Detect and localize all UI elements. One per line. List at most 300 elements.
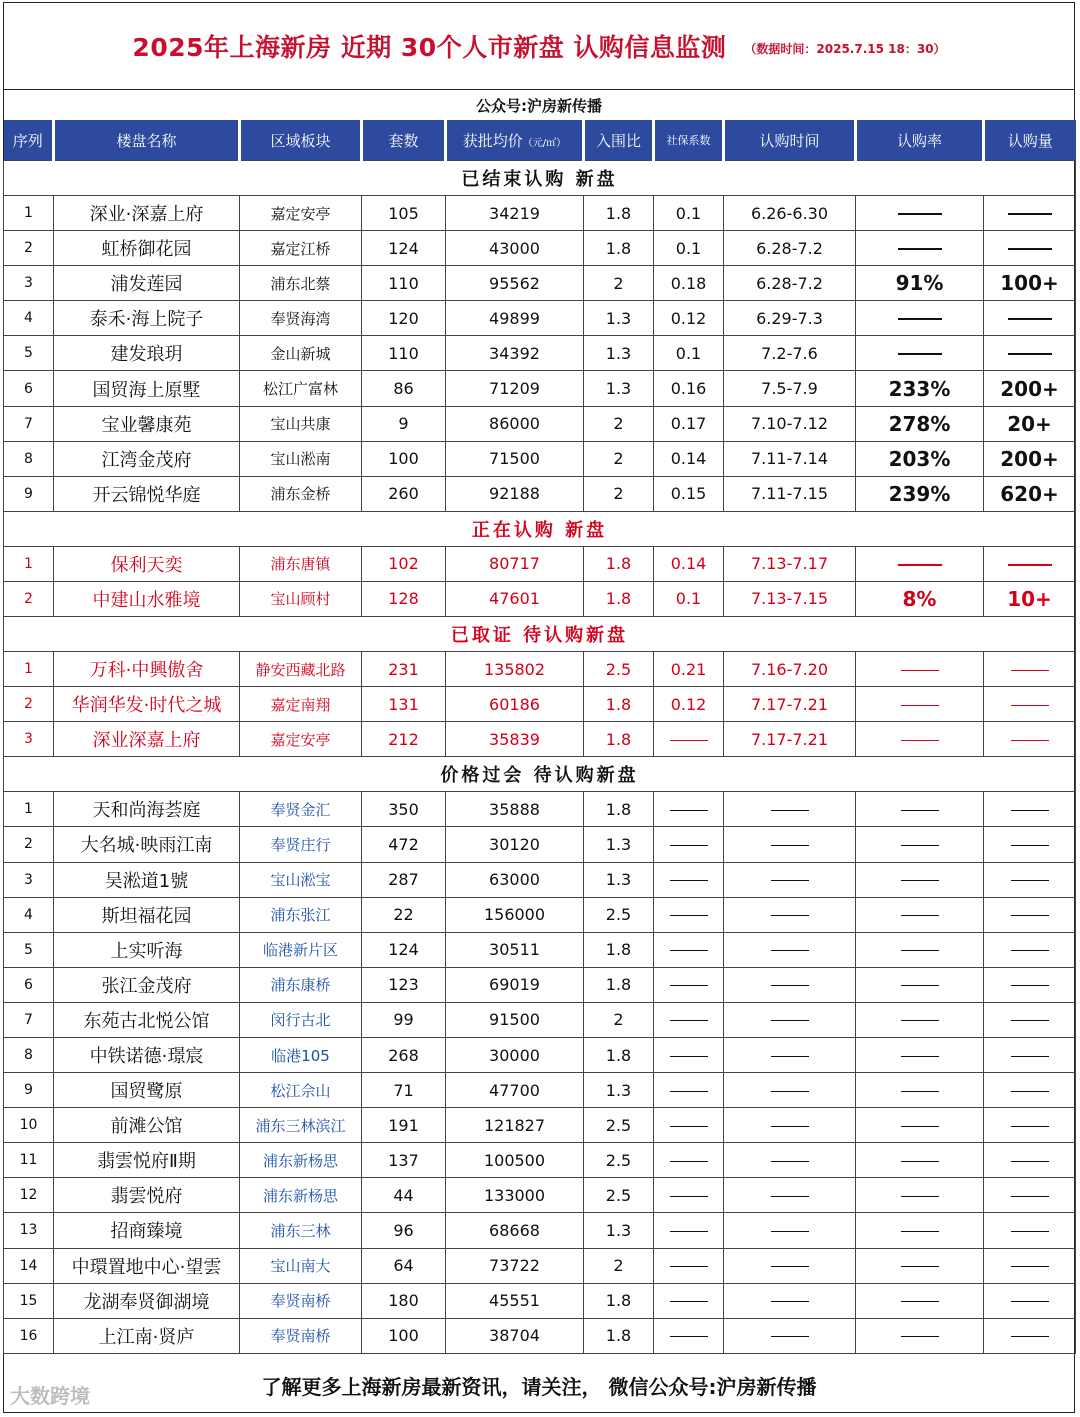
sub-rate bbox=[856, 827, 984, 862]
sub-rate: 239% bbox=[856, 476, 984, 511]
dash-placeholder bbox=[901, 1266, 939, 1267]
entry-ratio: 1.3 bbox=[584, 1073, 654, 1108]
area-block: 浦东新杨思 bbox=[240, 1178, 362, 1213]
unit-count: 180 bbox=[362, 1283, 446, 1318]
table-body bbox=[4, 161, 1076, 1354]
entry-ratio: 2 bbox=[584, 1248, 654, 1283]
sub-count bbox=[984, 862, 1076, 897]
area-block: 宝山顾村 bbox=[240, 581, 362, 616]
table-row bbox=[4, 266, 1076, 301]
entry-ratio: 1.8 bbox=[584, 792, 654, 827]
unit-count: 124 bbox=[362, 231, 446, 266]
entry-ratio: 1.8 bbox=[584, 1037, 654, 1072]
sub-count bbox=[984, 336, 1076, 371]
dash-placeholder bbox=[901, 810, 939, 811]
table-row bbox=[4, 827, 1076, 862]
row-index: 14 bbox=[4, 1248, 54, 1283]
avg-price: 60186 bbox=[446, 687, 584, 722]
sub-time bbox=[724, 1213, 856, 1248]
social-coef bbox=[654, 967, 724, 1002]
page-title: 2025年上海新房 近期 30个人市新盘 认购信息监测 bbox=[132, 32, 727, 62]
sub-time: 6.29-7.3 bbox=[724, 301, 856, 336]
dash-placeholder bbox=[898, 248, 942, 250]
row-index: 7 bbox=[4, 406, 54, 441]
avg-price: 133000 bbox=[446, 1178, 584, 1213]
dash-placeholder bbox=[771, 985, 809, 986]
dash-placeholder bbox=[670, 740, 708, 741]
project-name: 翡雲悦府Ⅱ期 bbox=[54, 1143, 240, 1178]
dash-placeholder bbox=[1011, 1231, 1049, 1232]
dash-placeholder bbox=[1008, 248, 1052, 250]
data-time-note: （数据时间：2025.7.15 18：30） bbox=[744, 42, 946, 56]
project-name: 中铁诺德·璟宸 bbox=[54, 1037, 240, 1072]
project-name: 国贸海上原墅 bbox=[54, 371, 240, 406]
table-row bbox=[4, 406, 1076, 441]
avg-price: 35839 bbox=[446, 722, 584, 757]
sub-count bbox=[984, 792, 1076, 827]
dash-placeholder bbox=[1008, 213, 1052, 215]
dash-placeholder bbox=[771, 1091, 809, 1092]
row-index: 2 bbox=[4, 687, 54, 722]
sub-rate bbox=[856, 301, 984, 336]
dash-placeholder bbox=[670, 985, 708, 986]
social-coef: 0.14 bbox=[654, 546, 724, 581]
row-index: 13 bbox=[4, 1213, 54, 1248]
row-index: 3 bbox=[4, 862, 54, 897]
sub-count: 100+ bbox=[984, 266, 1076, 301]
table-row bbox=[4, 231, 1076, 266]
avg-price: 35888 bbox=[446, 792, 584, 827]
sub-count bbox=[984, 1248, 1076, 1283]
dash-placeholder bbox=[901, 1161, 939, 1162]
dash-placeholder bbox=[901, 915, 939, 916]
unit-count: 231 bbox=[362, 652, 446, 687]
social-coef: 0.18 bbox=[654, 266, 724, 301]
unit-count: 64 bbox=[362, 1248, 446, 1283]
sub-count bbox=[984, 827, 1076, 862]
dash-placeholder bbox=[771, 1020, 809, 1021]
dash-placeholder bbox=[1011, 1266, 1049, 1267]
table-row bbox=[4, 1037, 1076, 1072]
sub-time bbox=[724, 1037, 856, 1072]
entry-ratio: 2.5 bbox=[584, 652, 654, 687]
row-index: 2 bbox=[4, 827, 54, 862]
avg-price: 121827 bbox=[446, 1108, 584, 1143]
social-coef bbox=[654, 1108, 724, 1143]
area-block: 奉贤南桥 bbox=[240, 1283, 362, 1318]
project-name: 国贸鹭原 bbox=[54, 1073, 240, 1108]
avg-price: 30000 bbox=[446, 1037, 584, 1072]
unit-count: 268 bbox=[362, 1037, 446, 1072]
table-row bbox=[4, 1073, 1076, 1108]
sub-rate: 233% bbox=[856, 371, 984, 406]
social-coef bbox=[654, 1178, 724, 1213]
sub-time: 7.13-7.17 bbox=[724, 546, 856, 581]
area-block: 浦东北蔡 bbox=[240, 266, 362, 301]
dash-placeholder bbox=[670, 1126, 708, 1127]
table-row bbox=[4, 687, 1076, 722]
project-name: 招商臻境 bbox=[54, 1213, 240, 1248]
sub-rate bbox=[856, 862, 984, 897]
sub-time: 7.17-7.21 bbox=[724, 687, 856, 722]
row-index: 4 bbox=[4, 301, 54, 336]
sub-count: 200+ bbox=[984, 371, 1076, 406]
sub-rate bbox=[856, 967, 984, 1002]
dash-placeholder bbox=[1008, 318, 1052, 320]
table-row bbox=[4, 546, 1076, 581]
dash-placeholder bbox=[670, 1091, 708, 1092]
avg-price: 95562 bbox=[446, 266, 584, 301]
sub-time bbox=[724, 1178, 856, 1213]
dash-placeholder bbox=[771, 1301, 809, 1302]
sub-rate bbox=[856, 1248, 984, 1283]
sub-count bbox=[984, 1108, 1076, 1143]
sub-rate: 91% bbox=[856, 266, 984, 301]
sub-time bbox=[724, 897, 856, 932]
entry-ratio: 2.5 bbox=[584, 897, 654, 932]
avg-price: 43000 bbox=[446, 231, 584, 266]
sub-count bbox=[984, 1037, 1076, 1072]
area-block: 松江广富林 bbox=[240, 371, 362, 406]
area-block: 浦东金桥 bbox=[240, 476, 362, 511]
avg-price: 91500 bbox=[446, 1002, 584, 1037]
dash-placeholder bbox=[670, 915, 708, 916]
social-coef: 0.12 bbox=[654, 301, 724, 336]
social-coef bbox=[654, 1037, 724, 1072]
dash-placeholder bbox=[771, 1266, 809, 1267]
dash-placeholder bbox=[1011, 950, 1049, 951]
sub-rate: 278% bbox=[856, 406, 984, 441]
dash-placeholder bbox=[771, 1231, 809, 1232]
row-index: 12 bbox=[4, 1178, 54, 1213]
dash-placeholder bbox=[1011, 1020, 1049, 1021]
sub-rate bbox=[856, 1037, 984, 1072]
dash-placeholder bbox=[670, 1301, 708, 1302]
dash-placeholder bbox=[901, 1196, 939, 1197]
area-block: 嘉定江桥 bbox=[240, 231, 362, 266]
unit-count: 472 bbox=[362, 827, 446, 862]
avg-price: 68668 bbox=[446, 1213, 584, 1248]
dash-placeholder bbox=[1011, 705, 1049, 706]
sub-rate bbox=[856, 897, 984, 932]
avg-price: 86000 bbox=[446, 406, 584, 441]
row-index: 4 bbox=[4, 897, 54, 932]
dash-placeholder bbox=[771, 1056, 809, 1057]
row-index: 10 bbox=[4, 1108, 54, 1143]
sub-count: 200+ bbox=[984, 441, 1076, 476]
sub-count bbox=[984, 196, 1076, 231]
sub-time bbox=[724, 932, 856, 967]
sub-rate bbox=[856, 932, 984, 967]
avg-price: 92188 bbox=[446, 476, 584, 511]
table-row bbox=[4, 1178, 1076, 1213]
project-name: 大名城·映雨江南 bbox=[54, 827, 240, 862]
social-coef: 0.16 bbox=[654, 371, 724, 406]
social-coef bbox=[654, 1213, 724, 1248]
sub-time bbox=[724, 1108, 856, 1143]
table-row bbox=[4, 476, 1076, 511]
project-name: 深业·深嘉上府 bbox=[54, 196, 240, 231]
sub-time bbox=[724, 1318, 856, 1353]
entry-ratio: 1.8 bbox=[584, 932, 654, 967]
entry-ratio: 2 bbox=[584, 406, 654, 441]
section-title: 正在认购 新盘 bbox=[4, 511, 1076, 546]
project-name: 建发琅玥 bbox=[54, 336, 240, 371]
sub-rate bbox=[856, 1073, 984, 1108]
sub-count bbox=[984, 1283, 1076, 1318]
avg-price: 38704 bbox=[446, 1318, 584, 1353]
unit-count: 212 bbox=[362, 722, 446, 757]
sub-rate bbox=[856, 792, 984, 827]
sub-time: 7.16-7.20 bbox=[724, 652, 856, 687]
area-block: 宝山淞宝 bbox=[240, 862, 362, 897]
row-index: 7 bbox=[4, 1002, 54, 1037]
unit-count: 71 bbox=[362, 1073, 446, 1108]
unit-count: 124 bbox=[362, 932, 446, 967]
dash-placeholder bbox=[670, 1020, 708, 1021]
sub-time bbox=[724, 967, 856, 1002]
dash-placeholder bbox=[771, 1336, 809, 1337]
avg-price: 30120 bbox=[446, 827, 584, 862]
social-coef bbox=[654, 1283, 724, 1318]
dash-placeholder bbox=[771, 810, 809, 811]
section-header-row bbox=[4, 161, 1076, 196]
social-coef bbox=[654, 1318, 724, 1353]
dash-placeholder bbox=[1008, 564, 1052, 566]
dash-placeholder bbox=[901, 1056, 939, 1057]
area-block: 嘉定安亭 bbox=[240, 196, 362, 231]
dash-placeholder bbox=[901, 1336, 939, 1337]
sub-time: 6.26-6.30 bbox=[724, 196, 856, 231]
social-coef bbox=[654, 722, 724, 757]
sub-rate bbox=[856, 231, 984, 266]
dash-placeholder bbox=[1011, 915, 1049, 916]
table-row bbox=[4, 336, 1076, 371]
table-row bbox=[4, 371, 1076, 406]
row-index: 6 bbox=[4, 967, 54, 1002]
dash-placeholder bbox=[771, 845, 809, 846]
col-header-ratio: 入围比 bbox=[584, 120, 654, 161]
sub-rate bbox=[856, 1108, 984, 1143]
project-name: 上实听海 bbox=[54, 932, 240, 967]
section-header-row bbox=[4, 617, 1076, 652]
entry-ratio: 2 bbox=[584, 1002, 654, 1037]
col-header-sub-time: 认购时间 bbox=[724, 120, 856, 161]
entry-ratio: 1.3 bbox=[584, 1213, 654, 1248]
sub-time: 7.5-7.9 bbox=[724, 371, 856, 406]
entry-ratio: 1.8 bbox=[584, 1283, 654, 1318]
entry-ratio: 1.3 bbox=[584, 336, 654, 371]
table-row bbox=[4, 301, 1076, 336]
dash-placeholder bbox=[771, 1196, 809, 1197]
row-index: 9 bbox=[4, 1073, 54, 1108]
unit-count: 99 bbox=[362, 1002, 446, 1037]
project-name: 宝业馨康苑 bbox=[54, 406, 240, 441]
social-coef bbox=[654, 1248, 724, 1283]
section-header-row bbox=[4, 511, 1076, 546]
footer-note: 了解更多上海新房最新资讯，请关注， 微信公众号:沪房新传播 bbox=[261, 1375, 817, 1399]
section-title: 已取证 待认购新盘 bbox=[4, 617, 1076, 652]
table-row bbox=[4, 581, 1076, 616]
area-block: 嘉定安亭 bbox=[240, 722, 362, 757]
unit-count: 287 bbox=[362, 862, 446, 897]
table-row bbox=[4, 441, 1076, 476]
dash-placeholder bbox=[901, 1231, 939, 1232]
dash-placeholder bbox=[670, 1196, 708, 1197]
sub-time bbox=[724, 1002, 856, 1037]
sub-count bbox=[984, 687, 1076, 722]
project-name: 龙湖奉贤御湖境 bbox=[54, 1283, 240, 1318]
social-coef: 0.1 bbox=[654, 196, 724, 231]
unit-count: 44 bbox=[362, 1178, 446, 1213]
dash-placeholder bbox=[670, 845, 708, 846]
social-coef: 0.17 bbox=[654, 406, 724, 441]
unit-count: 260 bbox=[362, 476, 446, 511]
table-row bbox=[4, 1213, 1076, 1248]
social-coef bbox=[654, 932, 724, 967]
project-name: 江湾金茂府 bbox=[54, 441, 240, 476]
dash-placeholder bbox=[670, 1266, 708, 1267]
avg-price: 73722 bbox=[446, 1248, 584, 1283]
avg-price: 30511 bbox=[446, 932, 584, 967]
row-index: 3 bbox=[4, 722, 54, 757]
listing-table bbox=[3, 120, 1076, 1354]
sub-rate bbox=[856, 1318, 984, 1353]
sub-time bbox=[724, 827, 856, 862]
sub-rate bbox=[856, 336, 984, 371]
project-name: 虹桥御花园 bbox=[54, 231, 240, 266]
entry-ratio: 2.5 bbox=[584, 1178, 654, 1213]
avg-price: 100500 bbox=[446, 1143, 584, 1178]
col-header-sub-count: 认购量 bbox=[984, 120, 1076, 161]
project-name: 深业深嘉上府 bbox=[54, 722, 240, 757]
dash-placeholder bbox=[901, 1301, 939, 1302]
project-name: 上江南·贤庐 bbox=[54, 1318, 240, 1353]
entry-ratio: 2 bbox=[584, 266, 654, 301]
dash-placeholder bbox=[901, 1020, 939, 1021]
sub-time: 7.11-7.14 bbox=[724, 441, 856, 476]
sub-time bbox=[724, 1248, 856, 1283]
table-row bbox=[4, 862, 1076, 897]
sub-time: 6.28-7.2 bbox=[724, 266, 856, 301]
entry-ratio: 2 bbox=[584, 476, 654, 511]
project-name: 吴淞道1號 bbox=[54, 862, 240, 897]
title-bar bbox=[3, 2, 1075, 90]
dash-placeholder bbox=[1011, 1091, 1049, 1092]
sub-rate bbox=[856, 687, 984, 722]
row-index: 1 bbox=[4, 792, 54, 827]
entry-ratio: 1.8 bbox=[584, 196, 654, 231]
project-name: 浦发莲园 bbox=[54, 266, 240, 301]
sub-count bbox=[984, 967, 1076, 1002]
project-name: 保利天奕 bbox=[54, 546, 240, 581]
dash-placeholder bbox=[1011, 740, 1049, 741]
sub-rate bbox=[856, 1178, 984, 1213]
area-block: 宝山淞南 bbox=[240, 441, 362, 476]
social-coef: 0.21 bbox=[654, 652, 724, 687]
dash-placeholder bbox=[1011, 1196, 1049, 1197]
row-index: 6 bbox=[4, 371, 54, 406]
table-row bbox=[4, 1318, 1076, 1353]
dash-placeholder bbox=[898, 213, 942, 215]
area-block: 临港新片区 bbox=[240, 932, 362, 967]
social-coef bbox=[654, 792, 724, 827]
dash-placeholder bbox=[898, 353, 942, 355]
col-header-index: 序列 bbox=[4, 120, 54, 161]
row-index: 1 bbox=[4, 652, 54, 687]
project-name: 翡雲悦府 bbox=[54, 1178, 240, 1213]
sub-count bbox=[984, 722, 1076, 757]
sub-rate bbox=[856, 722, 984, 757]
sub-count bbox=[984, 301, 1076, 336]
project-name: 斯坦福花园 bbox=[54, 897, 240, 932]
social-coef: 0.1 bbox=[654, 581, 724, 616]
unit-count: 22 bbox=[362, 897, 446, 932]
sub-time bbox=[724, 1283, 856, 1318]
project-name: 中環置地中心·望雲 bbox=[54, 1248, 240, 1283]
row-index: 8 bbox=[4, 441, 54, 476]
section-header-row bbox=[4, 757, 1076, 792]
avg-price: 63000 bbox=[446, 862, 584, 897]
entry-ratio: 1.8 bbox=[584, 967, 654, 1002]
area-block: 奉贤庄行 bbox=[240, 827, 362, 862]
table-row bbox=[4, 1143, 1076, 1178]
avg-price: 45551 bbox=[446, 1283, 584, 1318]
social-coef: 0.15 bbox=[654, 476, 724, 511]
entry-ratio: 1.8 bbox=[584, 546, 654, 581]
sub-rate bbox=[856, 1143, 984, 1178]
social-coef bbox=[654, 1073, 724, 1108]
area-block: 奉贤海湾 bbox=[240, 301, 362, 336]
table-row bbox=[4, 1108, 1076, 1143]
table-row bbox=[4, 1002, 1076, 1037]
table-row bbox=[4, 967, 1076, 1002]
row-index: 15 bbox=[4, 1283, 54, 1318]
sub-time: 7.17-7.21 bbox=[724, 722, 856, 757]
dash-placeholder bbox=[1011, 1161, 1049, 1162]
sub-rate bbox=[856, 652, 984, 687]
entry-ratio: 1.3 bbox=[584, 371, 654, 406]
table-row bbox=[4, 932, 1076, 967]
unit-count: 9 bbox=[362, 406, 446, 441]
area-block: 宝山共康 bbox=[240, 406, 362, 441]
dash-placeholder bbox=[901, 1091, 939, 1092]
unit-count: 110 bbox=[362, 336, 446, 371]
sub-count bbox=[984, 1178, 1076, 1213]
dash-placeholder bbox=[771, 1161, 809, 1162]
unit-count: 131 bbox=[362, 687, 446, 722]
unit-count: 123 bbox=[362, 967, 446, 1002]
area-block: 松江佘山 bbox=[240, 1073, 362, 1108]
sub-count: 10+ bbox=[984, 581, 1076, 616]
row-index: 5 bbox=[4, 336, 54, 371]
avg-price: 135802 bbox=[446, 652, 584, 687]
dash-placeholder bbox=[670, 1161, 708, 1162]
unit-count: 100 bbox=[362, 1318, 446, 1353]
table-row bbox=[4, 722, 1076, 757]
project-name: 东苑古北悦公馆 bbox=[54, 1002, 240, 1037]
dash-placeholder bbox=[898, 318, 942, 320]
dash-placeholder bbox=[901, 740, 939, 741]
dash-placeholder bbox=[771, 880, 809, 881]
area-block: 嘉定南翔 bbox=[240, 687, 362, 722]
dash-placeholder bbox=[901, 1126, 939, 1127]
entry-ratio: 1.8 bbox=[584, 1318, 654, 1353]
watermark-logo: 大数跨境 bbox=[10, 1384, 90, 1408]
entry-ratio: 1.3 bbox=[584, 862, 654, 897]
entry-ratio: 1.8 bbox=[584, 687, 654, 722]
area-block: 奉贤南桥 bbox=[240, 1318, 362, 1353]
